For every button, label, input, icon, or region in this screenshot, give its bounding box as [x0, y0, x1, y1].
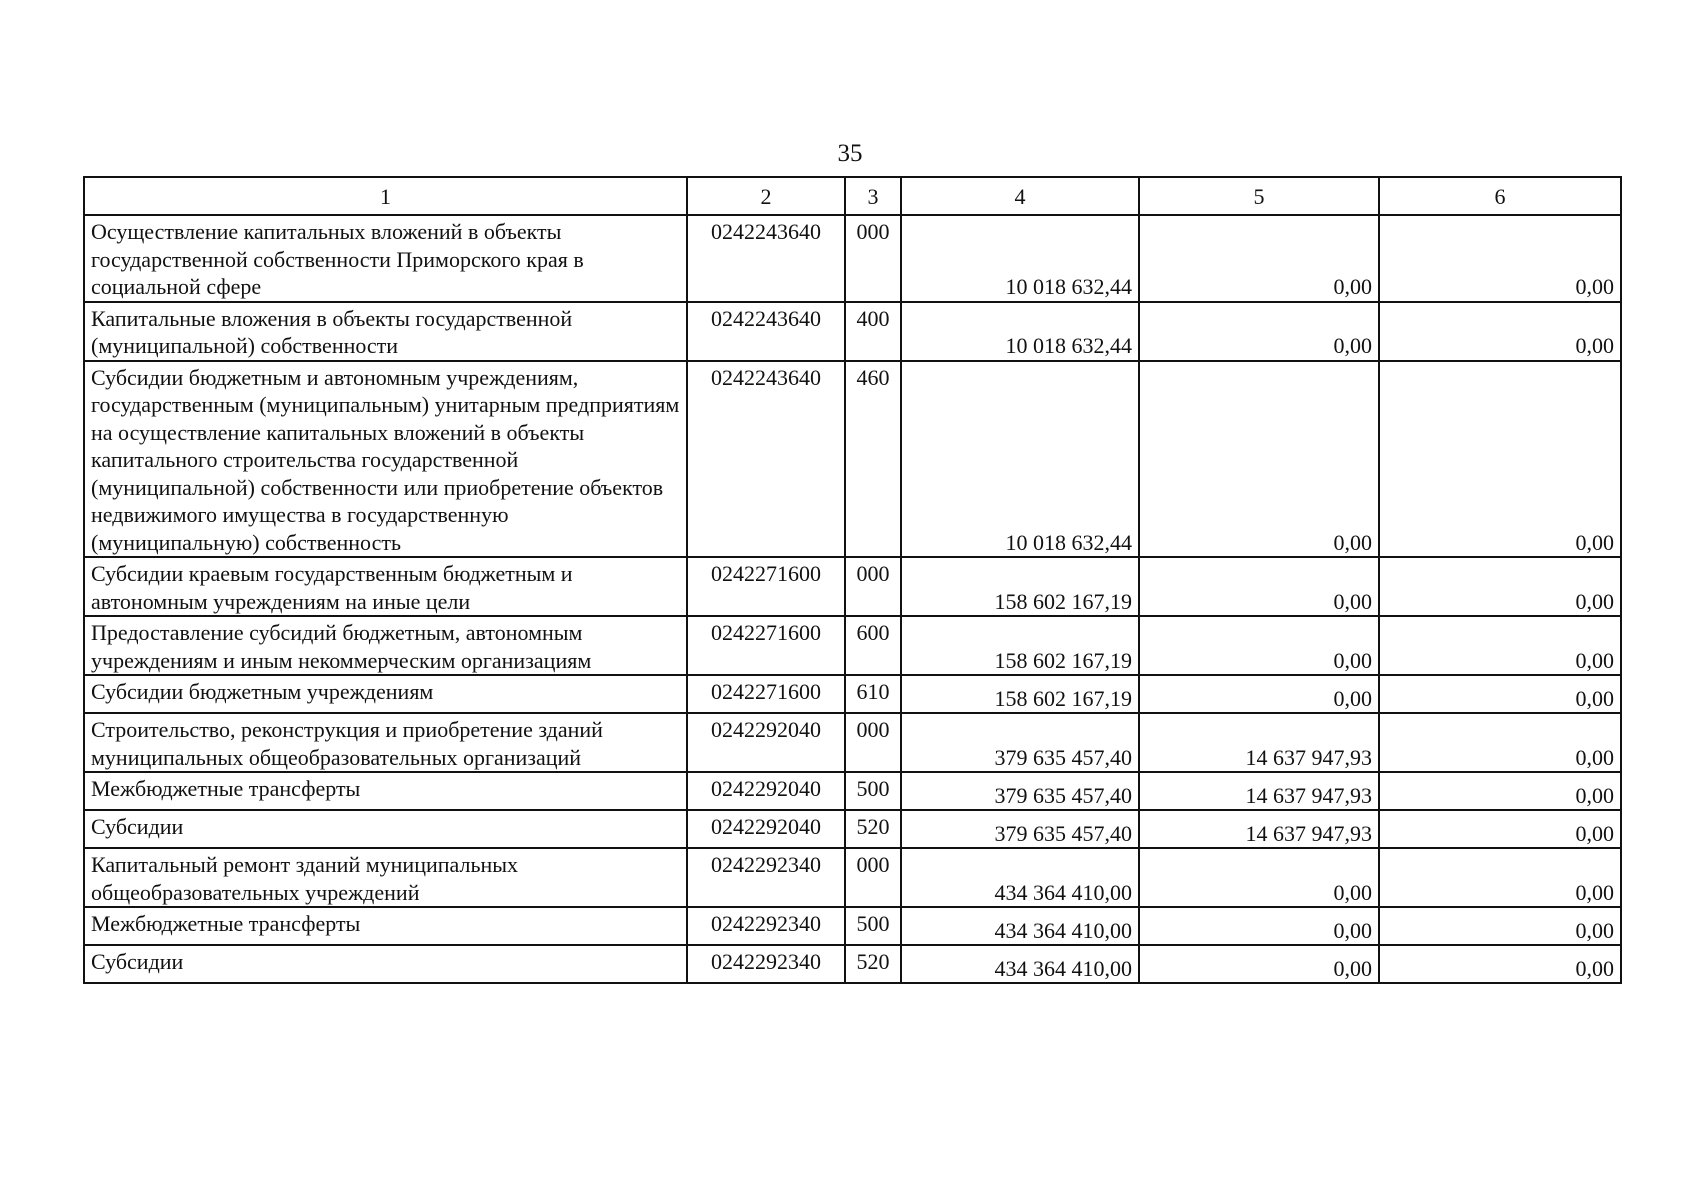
column-header-5: 5: [1139, 177, 1379, 215]
row-name: Субсидии краевым государственным бюджетным и автономным учреждениям на иные цели: [84, 557, 687, 616]
table-row: [84, 616, 1621, 675]
row-amount-5: 0,00: [1139, 675, 1379, 713]
row-amount-4: 158 602 167,19: [901, 675, 1139, 713]
row-target-code: 0242243640: [687, 302, 845, 361]
row-name: Субсидии: [84, 945, 687, 983]
row-amount-6: 0,00: [1379, 945, 1621, 983]
row-expense-type: 000: [845, 713, 901, 772]
column-header-3: 3: [845, 177, 901, 215]
table-row: [84, 810, 1621, 848]
row-amount-5: 0,00: [1139, 616, 1379, 675]
row-expense-type: 500: [845, 907, 901, 945]
table-row: [84, 361, 1621, 558]
row-expense-type: 500: [845, 772, 901, 810]
row-amount-6: 0,00: [1379, 302, 1621, 361]
row-amount-5: 0,00: [1139, 302, 1379, 361]
row-amount-5: 0,00: [1139, 945, 1379, 983]
row-target-code: 0242292040: [687, 713, 845, 772]
row-amount-5: 14 637 947,93: [1139, 810, 1379, 848]
row-amount-4: 434 364 410,00: [901, 945, 1139, 983]
row-expense-type: 610: [845, 675, 901, 713]
table-row: [84, 557, 1621, 616]
row-amount-4: 158 602 167,19: [901, 616, 1139, 675]
row-amount-6: 0,00: [1379, 675, 1621, 713]
row-name: Межбюджетные трансферты: [84, 772, 687, 810]
row-name: Капитальный ремонт зданий муниципальных общеобразовательных учреждений: [84, 848, 687, 907]
page-number: 35: [837, 140, 863, 167]
table-row: [84, 907, 1621, 945]
row-target-code: 0242292340: [687, 848, 845, 907]
row-target-code: 0242292040: [687, 810, 845, 848]
row-amount-6: 0,00: [1379, 557, 1621, 616]
row-expense-type: 600: [845, 616, 901, 675]
header-row: [84, 177, 1621, 215]
row-amount-4: 379 635 457,40: [901, 713, 1139, 772]
row-expense-type: 520: [845, 945, 901, 983]
column-header-4: 4: [901, 177, 1139, 215]
row-target-code: 0242271600: [687, 557, 845, 616]
row-name: Субсидии: [84, 810, 687, 848]
column-header-6: 6: [1379, 177, 1621, 215]
row-amount-6: 0,00: [1379, 772, 1621, 810]
row-amount-6: 0,00: [1379, 713, 1621, 772]
row-amount-5: 14 637 947,93: [1139, 772, 1379, 810]
column-header-1: 1: [84, 177, 687, 215]
row-amount-5: 0,00: [1139, 361, 1379, 558]
row-amount-5: 0,00: [1139, 848, 1379, 907]
row-name: Осуществление капитальных вложений в объекты государственной собственности Приморского края в социальной сфере: [84, 215, 687, 302]
table-row: [84, 675, 1621, 713]
row-target-code: 0242292340: [687, 945, 845, 983]
row-name: Межбюджетные трансферты: [84, 907, 687, 945]
row-name: Капитальные вложения в объекты государственной (муниципальной) собственности: [84, 302, 687, 361]
row-expense-type: 460: [845, 361, 901, 558]
row-amount-5: 14 637 947,93: [1139, 713, 1379, 772]
row-amount-6: 0,00: [1379, 810, 1621, 848]
row-amount-5: 0,00: [1139, 557, 1379, 616]
row-amount-4: 10 018 632,44: [901, 215, 1139, 302]
budget-table: [83, 176, 1622, 984]
table-row: [84, 945, 1621, 983]
row-amount-4: 379 635 457,40: [901, 772, 1139, 810]
row-amount-4: 379 635 457,40: [901, 810, 1139, 848]
row-name: Субсидии бюджетным учреждениям: [84, 675, 687, 713]
table-row: [84, 848, 1621, 907]
row-name: Строительство, реконструкция и приобретение зданий муниципальных общеобразовательных организаций: [84, 713, 687, 772]
row-expense-type: 000: [845, 848, 901, 907]
row-target-code: 0242292040: [687, 772, 845, 810]
row-amount-5: 0,00: [1139, 907, 1379, 945]
row-target-code: 0242292340: [687, 907, 845, 945]
row-amount-6: 0,00: [1379, 215, 1621, 302]
row-amount-4: 158 602 167,19: [901, 557, 1139, 616]
row-amount-4: 434 364 410,00: [901, 907, 1139, 945]
table-row: [84, 772, 1621, 810]
row-target-code: 0242271600: [687, 616, 845, 675]
row-target-code: 0242271600: [687, 675, 845, 713]
table-row: [84, 302, 1621, 361]
row-expense-type: 000: [845, 557, 901, 616]
row-name: Предоставление субсидий бюджетным, автономным учреждениям и иным некоммерческим организациям: [84, 616, 687, 675]
row-name: Субсидии бюджетным и автономным учреждениям, государственным (муниципальным) унитарным предприятиям на осуществление капитальных вложений в объекты капитального строительства государственной (муниципальной) собственности или приобретение объектов недвижимого имущества в государственную (муниципальную) собственность: [84, 361, 687, 558]
row-amount-6: 0,00: [1379, 616, 1621, 675]
row-expense-type: 000: [845, 215, 901, 302]
row-amount-4: 434 364 410,00: [901, 848, 1139, 907]
row-target-code: 0242243640: [687, 215, 845, 302]
row-amount-4: 10 018 632,44: [901, 361, 1139, 558]
table-row: [84, 215, 1621, 302]
row-expense-type: 520: [845, 810, 901, 848]
row-amount-6: 0,00: [1379, 907, 1621, 945]
table-row: [84, 713, 1621, 772]
row-amount-5: 0,00: [1139, 215, 1379, 302]
row-target-code: 0242243640: [687, 361, 845, 558]
row-amount-6: 0,00: [1379, 848, 1621, 907]
column-header-2: 2: [687, 177, 845, 215]
row-expense-type: 400: [845, 302, 901, 361]
row-amount-4: 10 018 632,44: [901, 302, 1139, 361]
row-amount-6: 0,00: [1379, 361, 1621, 558]
